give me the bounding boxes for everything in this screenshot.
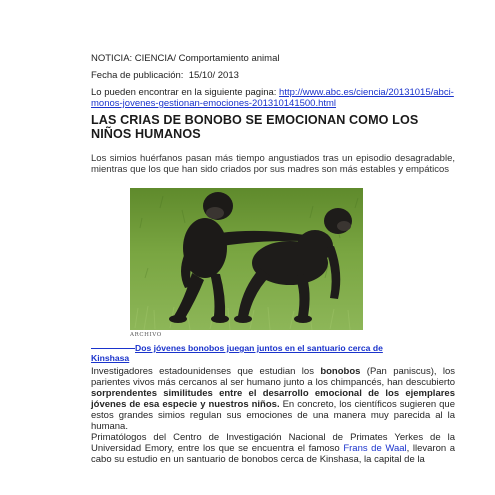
body-paragraph-2	[91, 432, 455, 465]
publication-date	[91, 70, 239, 81]
photo-credit: ARCHIVO	[130, 332, 162, 338]
caption-text[interactable]: Dos jóvenes bonobos juegan juntos en el santuario cerca de Kinshasa	[91, 343, 383, 363]
article-subtitle: Los simios huérfanos pasan más tiempo angustiados tras un episodio desagradable, mientras que los que han sido criados por sus madres son más estables y empáticos	[91, 153, 455, 175]
frans-de-waal-link[interactable]: Frans de Waal	[343, 443, 407, 455]
photo-caption[interactable]	[91, 343, 401, 363]
date-label: Fecha de publicación:	[91, 70, 184, 81]
body-bold-finding: sorprendentes similitudes entre el desarrollo emocional de los ejemplares jóvenes de esa especie y nuestros niños.	[91, 388, 455, 411]
body-text: En concreto, los científicos sugieren que estos grandes simios regulan sus emociones de una manera muy parecida al la humana.	[91, 399, 455, 433]
article-headline: LAS CRIAS DE BONOBO SE EMOCIONAN COMO LOS NIÑOS HUMANOS	[91, 113, 419, 141]
source-line	[91, 87, 461, 109]
caption-rule	[91, 348, 135, 349]
section-label: NOTICIA: CIENCIA/ Comportamiento animal	[91, 53, 280, 64]
body-text: Primatólogos del Centro de Investigación Nacional de Primates Yerkes de la Universidad Emory, entre los que se encuentra el famoso	[91, 432, 455, 455]
body-paragraph-1	[91, 366, 455, 432]
date-value: 15/10/ 2013	[188, 70, 239, 81]
bonobos-photo	[130, 188, 363, 330]
article-body	[91, 366, 455, 465]
body-bold-term: bonobos	[320, 366, 361, 377]
body-text: (Pan paniscus), los parientes vivos más cercanos al ser humano junto a los chimpancés, han descubierto	[91, 366, 455, 389]
body-text: , llevaron a cabo su estudio en un santuario de bonobos cerca de Kinshasa, la capital de la	[91, 443, 456, 466]
source-intro: Lo pueden encontrar en la siguiente pagina:	[91, 87, 277, 98]
source-url-link[interactable]: http://www.abc.es/ciencia/20131015/abci-monos-jovenes-gestionan-emociones-201310141500.html	[91, 87, 454, 109]
body-text: Investigadores estadounidenses que estudian los	[91, 366, 321, 377]
